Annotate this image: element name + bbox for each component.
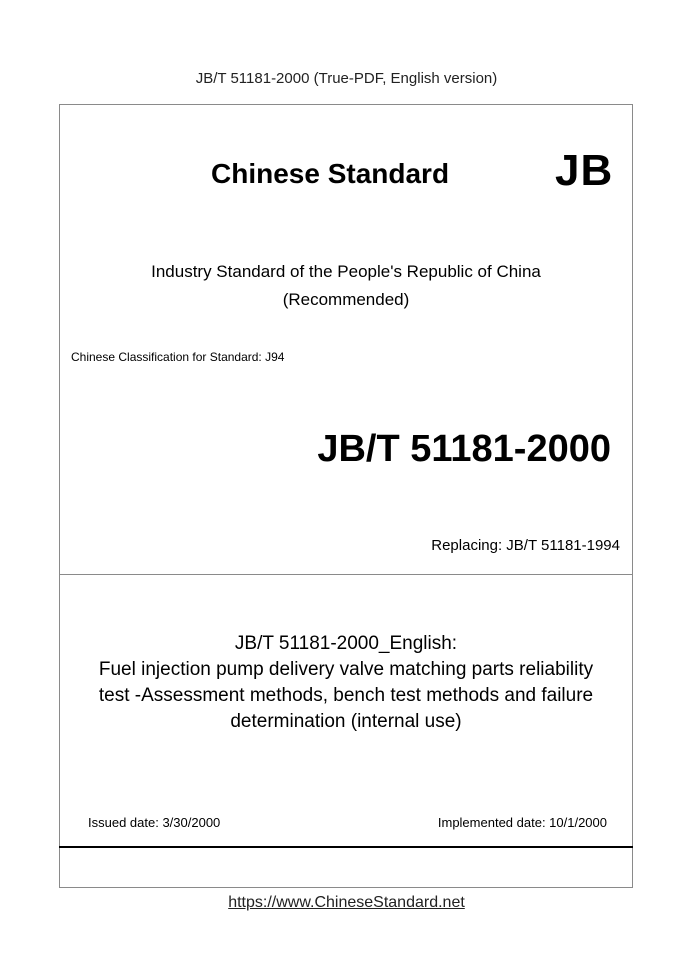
page-header: JB/T 51181-2000 (True-PDF, English version) — [195, 70, 498, 87]
document-title-line: test -Assessment methods, bench test methods and failure — [98, 685, 594, 706]
cover-title: Chinese Standard — [211, 158, 450, 189]
jb-mark: JB — [555, 146, 614, 195]
document-title — [59, 631, 633, 735]
issued-date: Issued date: 3/30/2000 — [88, 815, 221, 830]
industry-line-1: Industry Standard of the People's Republic of China — [151, 262, 541, 281]
document-title-line: Fuel injection pump delivery valve matching parts reliability — [98, 659, 594, 680]
website-link[interactable]: https://www.ChineseStandard.net — [228, 894, 465, 911]
section-divider — [59, 574, 633, 575]
implemented-date: Implemented date: 10/1/2000 — [437, 815, 607, 830]
industry-statement — [59, 258, 633, 314]
standard-number: JB/T 51181-2000 — [317, 428, 611, 470]
footer — [0, 894, 693, 912]
document-title-line: determination (internal use) — [230, 711, 462, 732]
classification-text: Chinese Classification for Standard: J94 — [71, 350, 285, 364]
cover-frame — [59, 104, 633, 888]
replacing-text: Replacing: JB/T 51181-1994 — [431, 537, 620, 554]
industry-line-2: (Recommended) — [282, 290, 410, 309]
document-title-line: JB/T 51181-2000_English: — [234, 633, 458, 654]
title-row — [0, 146, 693, 196]
bottom-divider — [59, 846, 633, 848]
